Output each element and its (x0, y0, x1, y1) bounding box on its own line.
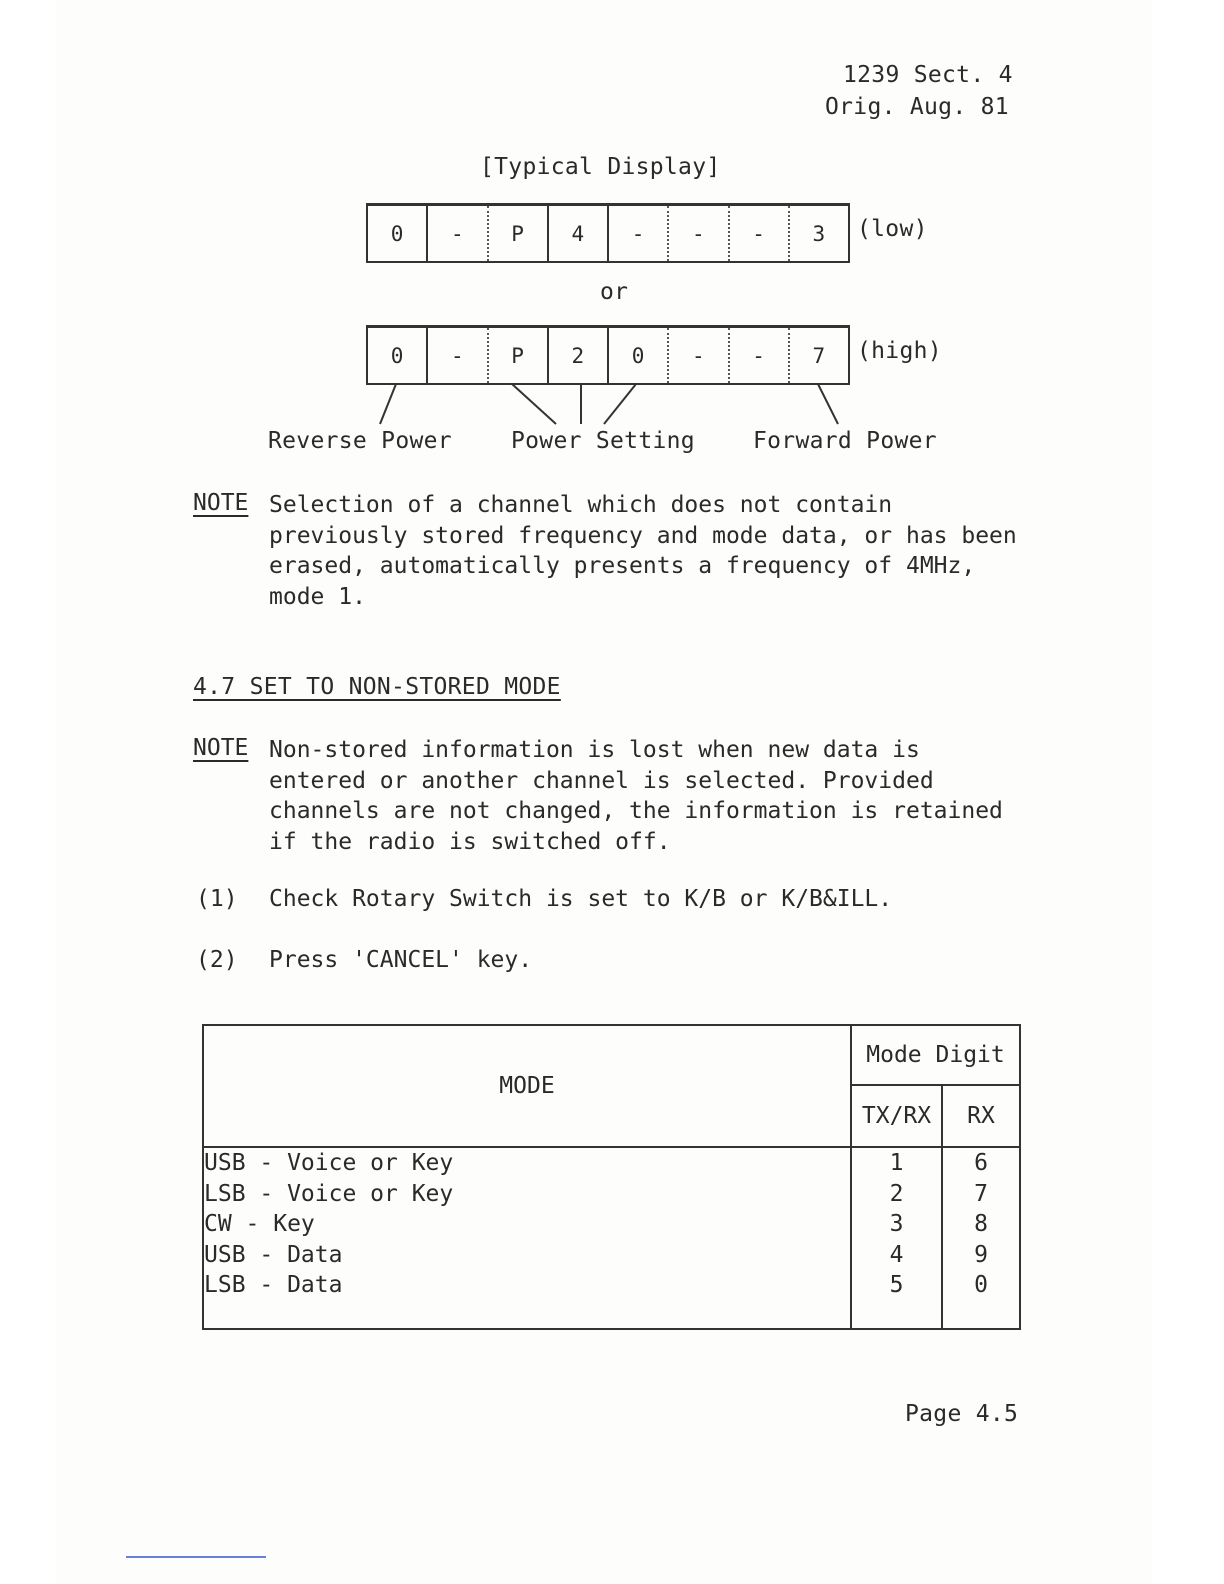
low-label: (low) (857, 216, 928, 242)
table-header-row (203, 1025, 1020, 1085)
section-title: 4.7 SET TO NON-STORED MODE (193, 674, 561, 700)
display-high (366, 325, 850, 385)
rx-header: RX (942, 1085, 1020, 1147)
rx-column (942, 1147, 1020, 1329)
scan-margin-left (0, 0, 56, 1584)
mode-header: MODE (203, 1025, 851, 1147)
mode-cell: CW - Key (204, 1211, 315, 1237)
forward-power-label: Forward Power (753, 428, 937, 454)
scan-artifact-line (126, 1556, 266, 1558)
reverse-power-label: Reverse Power (268, 428, 452, 454)
mode-column (203, 1147, 851, 1329)
mode-cell: USB - Voice or Key (204, 1150, 454, 1176)
txrx-cell: 2 (889, 1180, 904, 1207)
note-tag: NOTE (193, 490, 249, 516)
high-label: (high) (857, 338, 942, 364)
mode-digit-header: Mode Digit (851, 1025, 1020, 1085)
display-cell: - (669, 206, 729, 261)
pointer-lines (360, 384, 860, 430)
reverse-power-pointer (380, 384, 396, 424)
mode-cell: LSB - Data (204, 1272, 343, 1298)
display-cell: - (428, 206, 488, 261)
table-body (203, 1147, 1020, 1329)
display-cell: 7 (812, 343, 826, 368)
txrx-cell: 1 (889, 1150, 904, 1176)
power-setting-label: Power Setting (511, 428, 695, 454)
or-separator: or (600, 279, 629, 305)
display-cell: - (669, 328, 729, 383)
display-cell: - (730, 206, 790, 261)
display-cell: 0 (368, 328, 428, 383)
display-cell: 0 (368, 206, 428, 261)
note-text: Selection of a channel which does not contain previously stored frequency and mode data, or has been erased, automatically presents a frequency of 4MHz, mode 1. (269, 492, 1017, 610)
display-cell: P (489, 328, 549, 383)
display-cell: 3 (812, 221, 826, 246)
note-text: Non-stored information is lost when new data is entered or another channel is selected. Provided channels are not changed, the information is retained if the radio is switched off. (269, 737, 1003, 855)
txrx-cell: 4 (889, 1241, 904, 1268)
txrx-header: TX/RX (851, 1085, 942, 1147)
rx-cell: 8 (974, 1211, 988, 1237)
display-cell: - (428, 328, 488, 383)
doc-reference: 1239 Sect. 4 (843, 62, 1013, 88)
figure-caption: [Typical Display] (480, 154, 721, 180)
step-number: (1) (196, 886, 238, 912)
mode-cell: LSB - Voice or Key (204, 1180, 454, 1207)
power-setting-pointer-right (604, 384, 636, 424)
display-cell: - (609, 206, 669, 261)
step-text: Press 'CANCEL' key. (269, 947, 533, 973)
display-cell: 2 (549, 328, 609, 383)
power-setting-pointer-left (512, 384, 556, 424)
step-text: Check Rotary Switch is set to K/B or K/B&ILL. (269, 886, 893, 912)
txrx-cell: 3 (889, 1211, 904, 1237)
page-number: Page 4.5 (905, 1401, 1019, 1427)
origin-date: Orig. Aug. 81 (825, 94, 1009, 120)
txrx-column (851, 1147, 942, 1329)
forward-power-pointer (818, 384, 838, 424)
scan-margin-right (1152, 0, 1224, 1584)
rx-cell: 9 (974, 1241, 988, 1268)
txrx-cell: 5 (889, 1272, 904, 1298)
rx-cell: 0 (974, 1272, 988, 1298)
rx-cell: 7 (974, 1180, 988, 1207)
mode-table (202, 1024, 1021, 1330)
step-number: (2) (196, 947, 238, 973)
mode-cell: USB - Data (204, 1241, 343, 1268)
note-tag: NOTE (193, 735, 249, 761)
display-cell: P (489, 206, 549, 261)
display-low (366, 203, 850, 263)
display-cell: - (730, 328, 790, 383)
display-cell: 4 (549, 206, 609, 261)
display-cell: 0 (609, 328, 669, 383)
rx-cell: 6 (974, 1150, 988, 1176)
